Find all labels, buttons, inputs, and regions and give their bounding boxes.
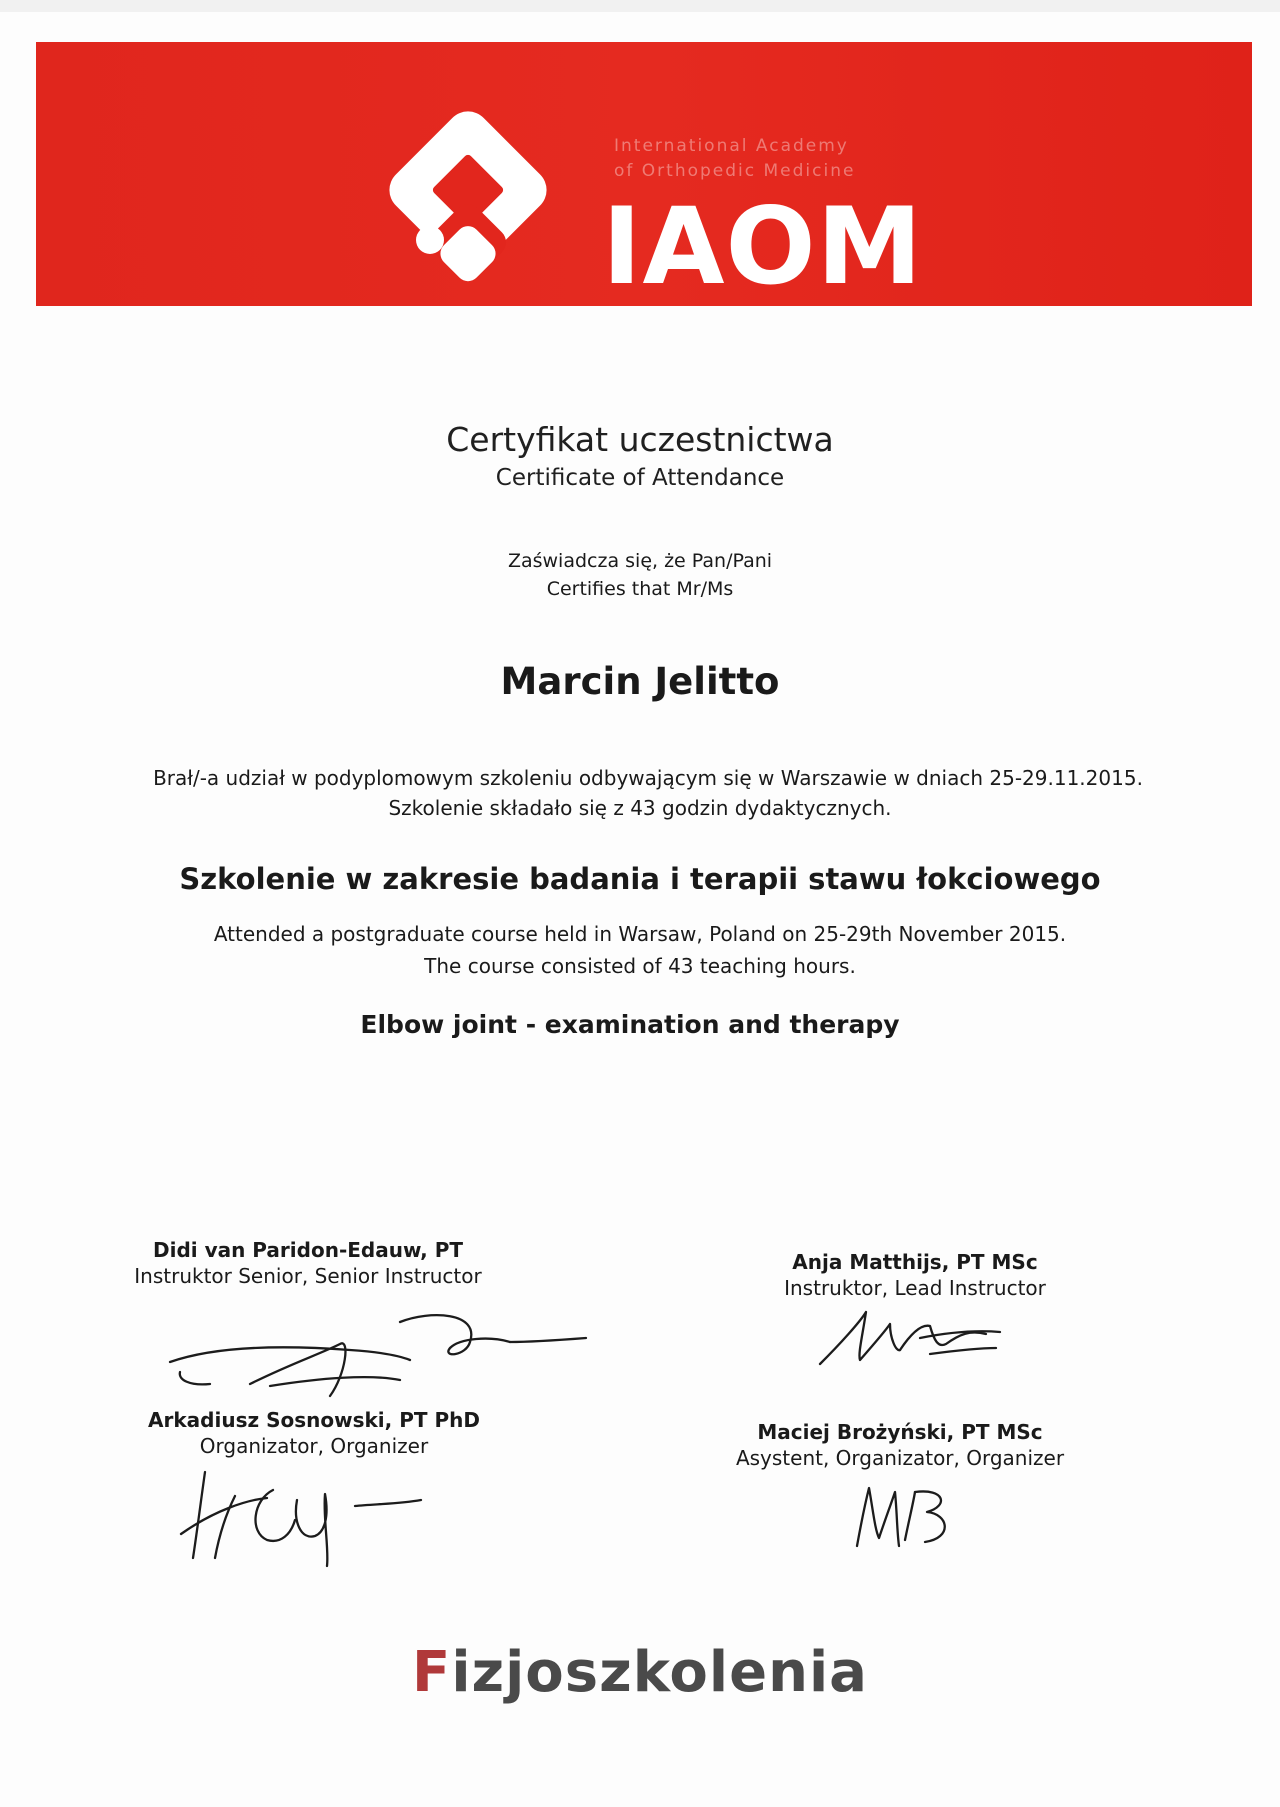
signatory-lead-instructor bbox=[720, 1250, 1110, 1300]
footer-brand-logo bbox=[0, 1640, 1280, 1705]
academy-line-2: of Orthopedic Medicine bbox=[614, 161, 856, 181]
signatory-organizer bbox=[104, 1408, 524, 1458]
signatory-role: Instruktor, Lead Instructor bbox=[784, 1276, 1046, 1300]
signatory-name: Anja Matthijs, PT MSc bbox=[792, 1250, 1038, 1274]
certifies-en: Certifies that Mr/Ms bbox=[546, 578, 734, 600]
title-en: Certificate of Attendance bbox=[495, 465, 785, 491]
body-en-line-1: Attended a postgraduate course held in Warsaw, Poland on 25-29th November 2015. bbox=[213, 922, 1067, 946]
body-pl-line-2: Szkolenie składało się z 43 godzin dydaktycznych. bbox=[388, 796, 892, 820]
signatory-role: Organizator, Organizer bbox=[199, 1434, 429, 1458]
signature-anja bbox=[800, 1304, 1020, 1384]
brand-title: IAOM bbox=[602, 185, 924, 308]
course-title-pl: Szkolenie w zakresie badania i terapii stawu łokciowego bbox=[179, 862, 1101, 896]
signatory-name: Didi van Paridon-Edauw, PT bbox=[152, 1238, 464, 1262]
signature-maciej bbox=[845, 1476, 965, 1566]
header-banner bbox=[36, 42, 1252, 306]
recipient-name: Marcin Jelitto bbox=[500, 660, 780, 703]
signatory-name: Maciej Brożyński, PT MSc bbox=[757, 1420, 1043, 1444]
signature-didi bbox=[150, 1300, 590, 1410]
top-strip bbox=[0, 0, 1280, 12]
certifies-pl: Zaświadcza się, że Pan/Pani bbox=[507, 550, 773, 572]
signatory-assistant bbox=[690, 1420, 1110, 1470]
signatory-role: Instruktor Senior, Senior Instructor bbox=[134, 1264, 482, 1288]
academy-name bbox=[614, 134, 914, 184]
signature-arkadiusz bbox=[175, 1460, 445, 1570]
footer-brand-accent: F bbox=[412, 1640, 452, 1705]
iaom-logo-icon bbox=[368, 90, 568, 290]
course-title-en: Elbow joint - examination and therapy bbox=[360, 1010, 900, 1039]
footer-brand-text: izjoszkolenia bbox=[451, 1640, 868, 1705]
signatory-role: Asystent, Organizator, Organizer bbox=[735, 1446, 1065, 1470]
title-pl: Certyfikat uczestnictwa bbox=[446, 420, 834, 459]
academy-line-1: International Academy bbox=[614, 136, 849, 156]
signatory-name: Arkadiusz Sosnowski, PT PhD bbox=[148, 1408, 480, 1432]
body-pl-line-1: Brał/-a udział w podyplomowym szkoleniu odbywającym się w Warszawie w dniach 25-29.11.2015. bbox=[153, 766, 1143, 790]
signatory-senior-instructor bbox=[88, 1238, 528, 1288]
body-en-line-2: The course consisted of 43 teaching hours. bbox=[424, 954, 856, 978]
